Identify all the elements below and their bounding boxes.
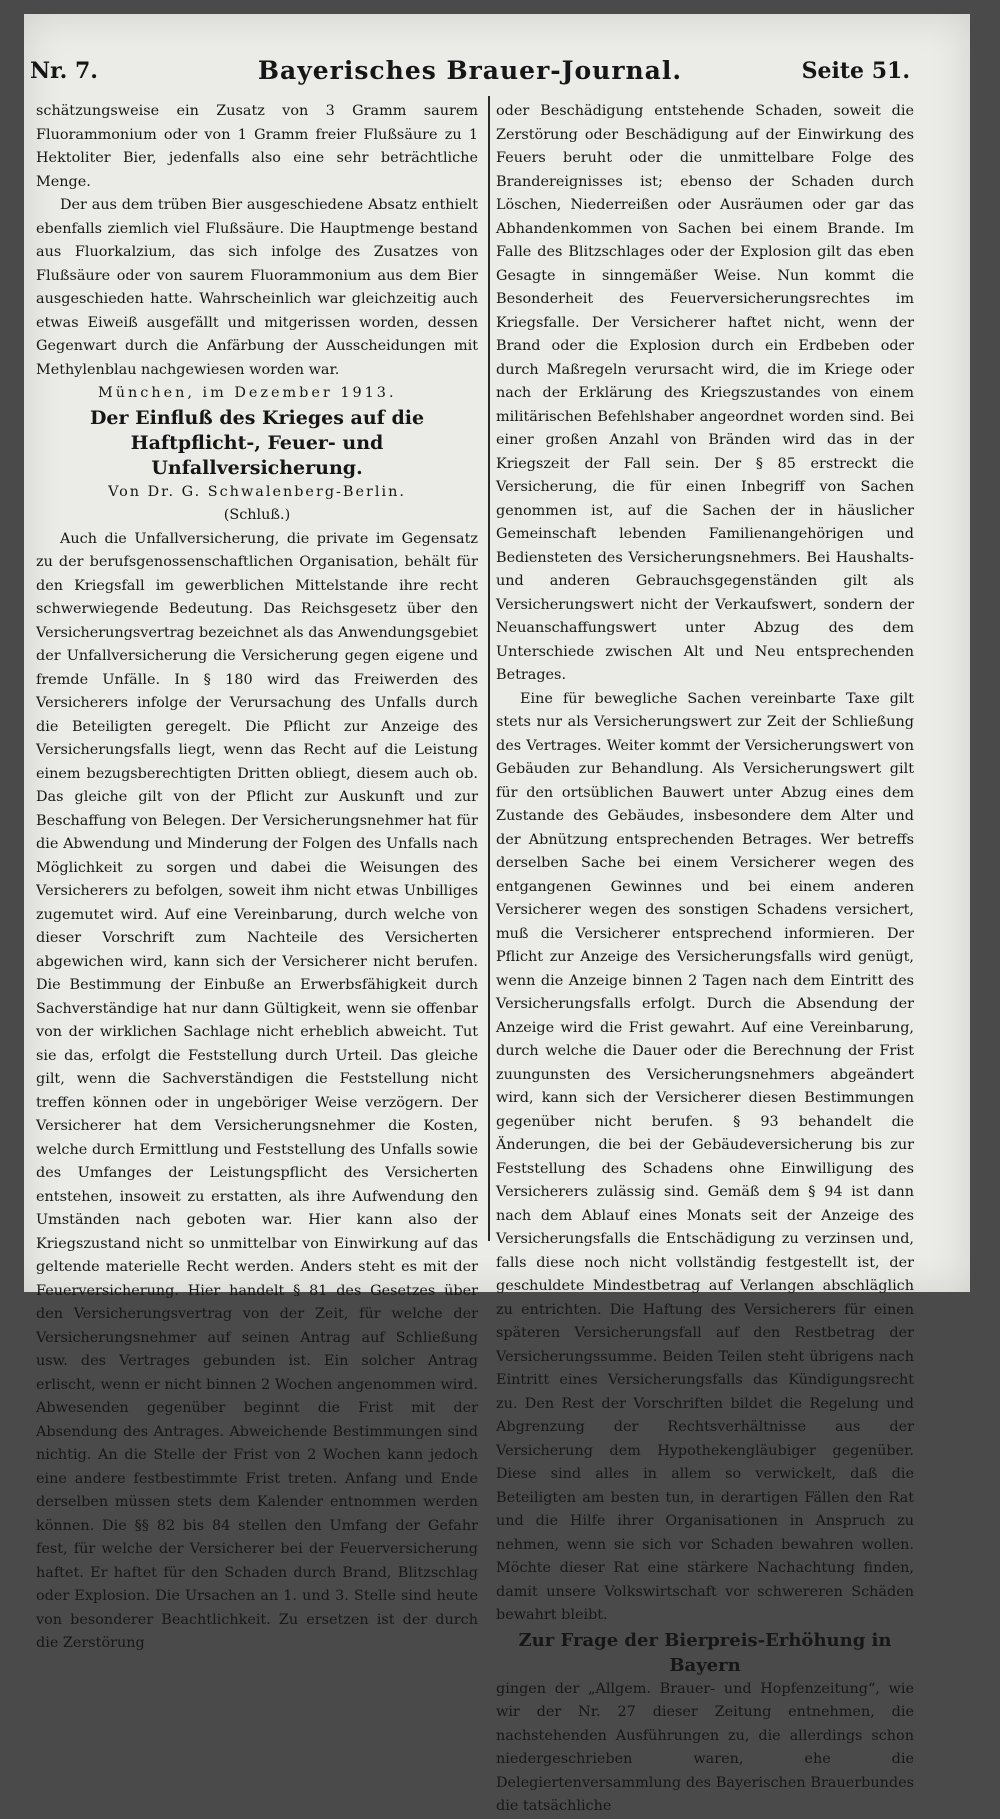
paragraph: Der aus dem trüben Bier ausgeschiedene Absatz enthielt ebenfalls ziemlich viel Flußsäure. Die Hauptmenge bestand aus Fluorkalzium, das sich infolge des Zusatzes von Flußsäure oder von saurem Fluorammonium aus dem Bier ausgeschieden hatte. Wahrscheinlich war gleichzeitig auch etwas Eiweiß ausgefällt und mitgerissen worden, dessen Gegenwart durch die Anfärbung der Ausscheidungen mit Methylenblau nachgewiesen worden war.: [36, 197, 478, 378]
article-title: Der Einfluß des Krieges auf die Haftpflicht-, Feuer- und Unfallversicherung.: [89, 406, 425, 479]
article-title: Zur Frage der Bierpreis-Erhöhung in Bayern: [518, 1629, 892, 1676]
paragraph: Auch die Unfallversicherung, die private im Gegensatz zu der berufsgenossenschaftlichen Organisation, behält für den Kriegsfall im gewerblichen Mittelstande ihre recht schwerwiegende Bedeutung. Das Reichsgesetz über den Versicherungsvertrag bezeichnet als das Anwendungsgebiet der Unfallversicherung die Versicherung gegen eigene und fremde Unfälle. In § 180 wird das Freiwerden des Versicherers infolge der Verursachung des Unfalls durch die Beteiligten geregelt. Die Pflicht zur Anzeige des Versicherungsfalls liegt, wenn das Recht auf die Leistung einem bezugsberechtigten Dritten obliegt, diesem auch ob. Das gleiche gilt von der Pflicht zur Auskunft und zur Beschaffung von Belegen. Der Versicherungsnehmer hat für die Abwendung und Minderung der Folgen des Unfalls nach Möglichkeit zu sorgen und dabei die Weisungen des Versicherers zu befolgen, soweit ihm nicht etwas Unbilliges zugemutet wird. Auf eine Vereinbarung, durch welche von dieser Vorschrift zum Nachteile des Versicherten abgewichen wird, kann sich der Versicherer nicht berufen. Die Bestimmung der Einbuße an Erwerbsfähigkeit durch Sachverständige hat nur dann Gültigkeit, wenn sie offenbar von der wirklichen Sachlage nicht erheblich abweicht. Tut sie das, erfolgt die Feststellung durch Urteil. Das gleiche gilt, wenn die Sachverständigen die Feststellung nicht treffen können oder in ungeböriger Weise verzögern. Der Versicherer hat dem Versicherungsnehmer die Kosten, welche durch Ermittlung und Feststellung des Unfalls sowie des Umfanges der Leistungspflicht des Versicherten entstehen, insoweit zu erstatten, als ihre Aufwendung den Umständen nach geboten war. Hier kann also der Kriegszustand nicht so unmittelbar von Einwirkung auf das geltende materielle Recht werden. Anders steht es mit der Feuerversicherung. Hier handelt § 81 des Gesetzes über den Versicherungsvertrag von der Zeit, für welche der Versicherungsnehmer auf seinen Antrag auf Schließung usw. des Vertrages gebunden ist. Ein solcher Antrag erlischt, wenn er nicht binnen 2 Wochen angenommen wird. Abwesenden gegenüber beginnt die Frist mit der Absendung des Antrages. Abweichende Bestimmungen sind nichtig. An die Stelle der Frist von 2 Wochen kann jedoch eine andere festbestimmte Frist treten. Anfang und Ende derselben müssen stets dem Kalender entnommen werden können. Die §§ 82 bis 84 stellen den Umfang der Gefahr fest, für welche der Versicherer bei der Feuerversicherung haftet. Er haftet für den Schaden durch Brand, Blitzschlag oder Explosion. Die Ursachen an 1. und 3. Stelle sind heute von besonderer Beachtlichkeit. Zu ersetzen ist der durch die Zerstörung: [36, 530, 478, 1651]
signature-line: München, im Dezember 1913.: [98, 385, 397, 401]
article-subtitle: (Schluß.): [223, 507, 291, 523]
paragraph: oder Beschädigung entstehende Schaden, soweit die Zerstörung oder Beschädigung auf der Einwirkung des Feuers beruht oder die unmittelbare Folge des Brandereignisses ist; ebenso der Schaden durch Löschen, Niederreißen oder Ausräumen oder gar das Abhandenkommen von Sachen bei einem Brande. Im Falle des Blitzschlages oder der Explosion gilt das eben Gesagte in sinngemäßer Weise. Nun kommt die Besonderheit des Feuerversicherungsrechtes im Kriegsfalle. Der Versicherer haftet nicht, wenn der Brand oder die Explosion durch ein Erdbeben oder durch Maßregeln verursacht wird, die im Kriege oder nach der Erklärung des Kriegszustandes von einem militärischen Befehlshaber angeordnet worden sind. Bei einer großen Anzahl von Bränden wird das in der Kriegszeit der Fall sein. Der § 85 erstreckt die Versicherung, die für einen Inbegriff von Sachen genommen ist, auf die Sachen der in häuslicher Gemeinschaft lebenden Familienangehörigen und Bediensteten des Versicherungsnehmers. Bei Haushalts- und anderen Gebrauchsgegenständen gilt als Versicherungswert nicht der Verkaufswert, sondern der Neuanschaffungswert unter Abzug des dem Unterschiede zwischen Alt und Neu entsprechenden Betrages.: [496, 103, 914, 683]
issue-number: Nr. 7.: [30, 58, 98, 84]
article-author: Von Dr. G. Schwalenberg-Berlin.: [108, 483, 406, 500]
page-header: [30, 56, 910, 96]
paragraph: Eine für bewegliche Sachen vereinbarte Taxe gilt stets nur als Versicherungswert zur Zeit der Schließung des Vertrages. Weiter kommt der Versicherungswert von Gebäuden zur Behandlung. Als Versicherungswert gilt für den ortsüblichen Bauwert unter Abzug eines dem Zustande des Gebäudes, insbesondere dem Alter und der Abnützung entsprechenden Betrages. Wer betreffs derselben Sache bei einem Versicherer wegen des entgangenen Gewinnes und bei einem anderen Versicherer wegen des sonstigen Schadens versichert, muß die Versicherer entsprechend informieren. Der Pflicht zur Anzeige des Versicherungsfalls wird genügt, wenn die Anzeige binnen 2 Tagen nach dem Eintritt des Versicherungsfalls erfolgt. Durch die Absendung der Anzeige wird die Frist gewahrt. Auf eine Vereinbarung, durch welche die Dauer oder die Berechnung der Frist zuungunsten des Versicherungsnehmers abgeändert wird, kann sich der Versicherer diesen Bestimmungen gegenüber nicht berufen. § 93 behandelt die Änderungen, die bei der Gebäudeversicherung bis zur Feststellung des Schadens ohne Einwilligung des Versicherers zulässig sind. Gemäß dem § 94 ist dann nach dem Ablauf eines Monats seit der Anzeige des Versicherungsfalls die Entschädigung zu verzinsen und, falls diese noch nicht vollständig festgestellt ist, der geschuldete Mindestbetrag auf Verlangen abschläglich zu entrichten. Die Haftung des Versicherers für einen späteren Versicherungsfall auf den Restbetrag der Versicherungssumme. Beiden Teilen steht übrigens nach Eintritt eines Versicherungsfalls das Kündigungsrecht zu. Den Rest der Vorschriften bildet die Regelung und Abgrenzung der Rechtsverhältnisse aus der Versicherung dem Hypothekengläubiger gegenüber. Diese sind alles in allem so verwickelt, daß die Beteiligten am besten tun, in derartigen Fällen den Rat und die Hilfe ihrer Organisationen in Anspruch zu nehmen, wenn sie sich vor Schaden bewahren wollen. Möchte dieser Rat eine stärkere Nachachtung finden, damit unsere Volkswirtschaft vor schwereren Schäden bewahrt bleibt.: [496, 690, 914, 1623]
journal-title: Bayerisches Brauer-Journal.: [257, 56, 683, 85]
column-divider: [488, 96, 490, 1241]
page-number: Seite 51.: [801, 58, 910, 84]
paragraph: gingen der „Allgem. Brauer- und Hopfenzeitung“, wie wir der Nr. 27 dieser Zeitung entnehmen, die nachstehenden Ausführungen zu, die allerdings schon niedergeschrieben waren, ehe die Delegiertenversammlung des Bayerischen Brauerbundes die tatsächliche: [496, 1680, 914, 1814]
left-column: [36, 100, 478, 1656]
right-column: [496, 100, 914, 1819]
paragraph: schätzungsweise ein Zusatz von 3 Gramm saurem Fluorammonium oder von 1 Gramm freier Flußsäure zu 1 Hektoliter Bier, jedenfalls also eine sehr beträchtliche Menge.: [36, 103, 478, 190]
